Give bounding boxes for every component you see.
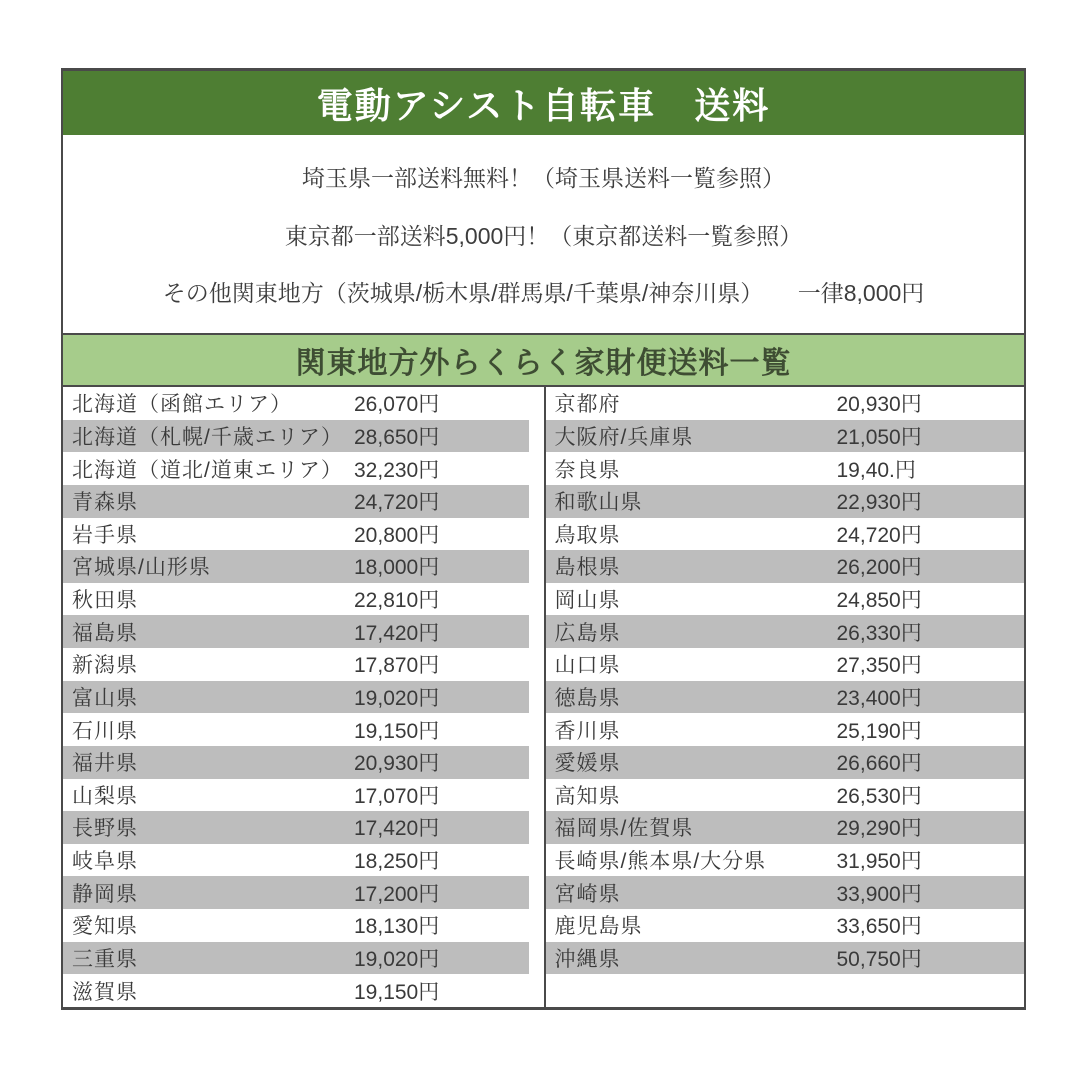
price-cell: 19,020円 bbox=[354, 686, 440, 710]
price-cell: 19,020円 bbox=[354, 947, 440, 971]
price-cell: 17,070円 bbox=[354, 784, 440, 808]
region-cell: 岐阜県 bbox=[72, 850, 138, 874]
price-cell: 18,000円 bbox=[354, 556, 440, 580]
region-cell: 高知県 bbox=[554, 784, 621, 808]
table-row bbox=[63, 485, 544, 518]
table-row bbox=[546, 648, 1025, 681]
price-cell: 27,350円 bbox=[836, 654, 922, 678]
note-other-kanto: その他関東地方（茨城県/栃木県/群馬県/千葉県/神奈川県） 一律8,000円 bbox=[162, 280, 925, 307]
price-cell: 33,900円 bbox=[836, 882, 922, 906]
table-row bbox=[546, 746, 1025, 779]
table-row bbox=[63, 746, 544, 779]
price-cell: 17,200円 bbox=[354, 882, 440, 906]
region-cell: 秋田県 bbox=[72, 589, 138, 613]
price-cell: 20,800円 bbox=[354, 523, 440, 547]
region-cell: 広島県 bbox=[554, 621, 621, 645]
price-cell: 21,050円 bbox=[836, 425, 922, 449]
table-row bbox=[546, 681, 1025, 714]
table-row bbox=[63, 844, 544, 877]
region-cell: 山梨県 bbox=[72, 784, 138, 808]
region-cell: 愛知県 bbox=[72, 915, 138, 939]
region-cell: 石川県 bbox=[72, 719, 138, 743]
table-row bbox=[63, 909, 544, 942]
table-row bbox=[546, 452, 1025, 485]
table-row bbox=[546, 844, 1025, 877]
region-cell: 沖縄県 bbox=[554, 947, 621, 971]
shipping-info-sheet bbox=[61, 68, 1026, 1010]
price-cell: 32,230円 bbox=[354, 458, 440, 482]
region-cell: 京都府 bbox=[554, 393, 621, 417]
region-cell: 鹿児島県 bbox=[554, 915, 643, 939]
note-tokyo: 東京都一部送料5,000円！（東京都送料一覧参照） bbox=[284, 222, 803, 249]
price-cell: 26,200円 bbox=[836, 556, 922, 580]
price-cell: 33,650円 bbox=[836, 915, 922, 939]
price-cell: 50,750円 bbox=[836, 947, 922, 971]
shipping-fee-table bbox=[63, 387, 1024, 1007]
note-saitama: 埼玉県一部送料無料！（埼玉県送料一覧参照） bbox=[302, 164, 785, 191]
region-cell: 北海道（函館エリア） bbox=[72, 393, 292, 417]
table-row bbox=[63, 681, 544, 714]
table-row bbox=[546, 615, 1025, 648]
table-row bbox=[63, 420, 544, 453]
region-cell: 北海道（札幌/千歳エリア） bbox=[72, 425, 343, 449]
price-cell: 24,720円 bbox=[354, 491, 440, 515]
region-cell: 愛媛県 bbox=[554, 752, 621, 776]
price-cell: 20,930円 bbox=[836, 393, 922, 417]
table-row bbox=[63, 942, 544, 975]
table-row bbox=[546, 811, 1025, 844]
price-cell: 17,420円 bbox=[354, 621, 440, 645]
table-row bbox=[63, 876, 544, 909]
table-right-column bbox=[544, 387, 1025, 1007]
price-cell: 28,650円 bbox=[354, 425, 440, 449]
region-cell: 北海道（道北/道東エリア） bbox=[72, 458, 343, 482]
table-row bbox=[63, 518, 544, 551]
notes-section bbox=[63, 135, 1024, 333]
table-row bbox=[546, 909, 1025, 942]
region-cell: 和歌山県 bbox=[554, 491, 643, 515]
table-row bbox=[63, 452, 544, 485]
table-row bbox=[546, 518, 1025, 551]
table-row bbox=[546, 420, 1025, 453]
table-row bbox=[63, 550, 544, 583]
region-cell: 福井県 bbox=[72, 752, 138, 776]
table-row bbox=[546, 876, 1025, 909]
region-cell: 新潟県 bbox=[72, 654, 138, 678]
region-cell: 富山県 bbox=[72, 686, 138, 710]
price-cell: 26,530円 bbox=[836, 784, 922, 808]
price-cell: 18,130円 bbox=[354, 915, 440, 939]
page-title: 電動アシスト自転車 送料 bbox=[316, 84, 771, 126]
region-cell: 三重県 bbox=[72, 947, 138, 971]
region-cell: 滋賀県 bbox=[72, 980, 138, 1004]
table-row bbox=[546, 387, 1025, 420]
table-row bbox=[63, 713, 544, 746]
table-left-column bbox=[63, 387, 544, 1007]
region-cell: 福島県 bbox=[72, 621, 138, 645]
table-row bbox=[63, 615, 544, 648]
price-cell: 24,850円 bbox=[836, 589, 922, 613]
region-cell: 大阪府/兵庫県 bbox=[554, 425, 694, 449]
price-cell: 19,150円 bbox=[354, 719, 440, 743]
table-row bbox=[63, 583, 544, 616]
price-cell: 17,420円 bbox=[354, 817, 440, 841]
region-cell: 青森県 bbox=[72, 491, 138, 515]
main-title-bar bbox=[63, 68, 1024, 135]
table-title: 関東地方外らくらく家財便送料一覧 bbox=[295, 347, 792, 380]
table-row bbox=[63, 387, 544, 420]
price-cell: 18,250円 bbox=[354, 850, 440, 874]
table-row bbox=[546, 583, 1025, 616]
price-cell: 22,930円 bbox=[836, 491, 922, 515]
table-row bbox=[63, 779, 544, 812]
region-cell: 福岡県/佐賀県 bbox=[554, 817, 694, 841]
price-cell: 24,720円 bbox=[836, 523, 922, 547]
region-cell: 岡山県 bbox=[554, 589, 621, 613]
region-cell: 宮崎県 bbox=[554, 882, 621, 906]
region-cell: 静岡県 bbox=[72, 882, 138, 906]
price-cell: 23,400円 bbox=[836, 686, 922, 710]
price-cell: 26,330円 bbox=[836, 621, 922, 645]
table-row bbox=[546, 974, 1025, 1007]
region-cell: 香川県 bbox=[554, 719, 621, 743]
price-cell: 26,660円 bbox=[836, 752, 922, 776]
region-cell: 徳島県 bbox=[554, 686, 621, 710]
table-row bbox=[546, 550, 1025, 583]
table-row bbox=[63, 974, 544, 1007]
table-row bbox=[546, 713, 1025, 746]
region-cell: 長崎県/熊本県/大分県 bbox=[554, 850, 767, 874]
region-cell: 長野県 bbox=[72, 817, 138, 841]
table-title-bar bbox=[63, 333, 1024, 387]
price-cell: 25,190円 bbox=[836, 719, 922, 743]
price-cell: 29,290円 bbox=[836, 817, 922, 841]
table-row bbox=[546, 779, 1025, 812]
region-cell: 奈良県 bbox=[554, 458, 621, 482]
region-cell: 鳥取県 bbox=[554, 523, 621, 547]
price-cell: 31,950円 bbox=[836, 850, 922, 874]
region-cell: 宮城県/山形県 bbox=[72, 556, 211, 580]
price-cell: 19,150円 bbox=[354, 980, 440, 1004]
price-cell: 17,870円 bbox=[354, 654, 440, 678]
region-cell: 島根県 bbox=[554, 556, 621, 580]
table-row bbox=[546, 485, 1025, 518]
table-row bbox=[63, 811, 544, 844]
price-cell: 22,810円 bbox=[354, 589, 440, 613]
region-cell: 山口県 bbox=[554, 654, 621, 678]
price-cell: 20,930円 bbox=[354, 752, 440, 776]
region-cell: 岩手県 bbox=[72, 523, 138, 547]
table-row bbox=[63, 648, 544, 681]
price-cell: 19,40.円 bbox=[836, 458, 916, 482]
table-row bbox=[546, 942, 1025, 975]
price-cell: 26,070円 bbox=[354, 393, 440, 417]
